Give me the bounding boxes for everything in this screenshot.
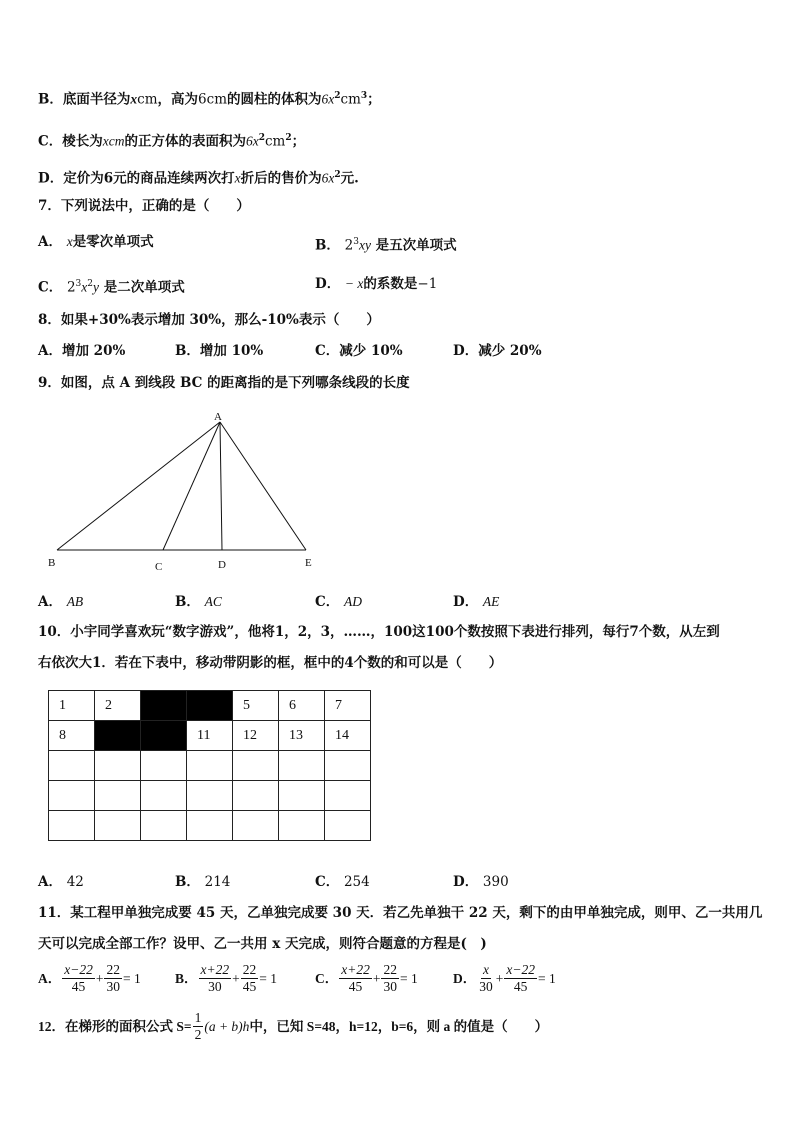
q11-stem-line1: 11．某工程甲单独完成要 45 天，乙单独完成要 30 天．若乙先单独干 22 天，剩下的由甲单独完成，则甲、乙一共用几 — [38, 905, 763, 921]
q10-option-d: D． 390 — [453, 874, 509, 890]
q9-triangle-figure — [40, 410, 330, 580]
q9-option-c: C． AD — [315, 594, 362, 610]
q6-option-c: C．棱长为xcm的正方体的表面积为$6x^2cm^2$； — [38, 133, 306, 150]
table-cell: 12 — [233, 721, 279, 751]
point-e-label: E — [305, 557, 312, 569]
point-a-label: A — [214, 411, 222, 423]
q9-option-d: D． AE — [453, 594, 500, 610]
q11-option-d: D． $\frac{x}{30}$ + $\frac{x-22}{45}$ = 1 — [453, 962, 556, 994]
table-row — [49, 751, 371, 781]
segment-ac — [163, 422, 220, 550]
segment-ad — [220, 422, 222, 550]
q8-option-a: A．增加 20% — [38, 343, 126, 359]
q10-option-a: A． 42 — [38, 874, 84, 890]
q8-stem: 8．如果+30%表示增加 30%，那么-10%表示（ ） — [38, 312, 380, 328]
shaded-cell — [141, 721, 187, 751]
q10-option-c: C． 254 — [315, 874, 370, 890]
q11-option-b: B． $\frac{x+22}{30}$ + $\frac{22}{45}$ = 1 — [175, 962, 277, 994]
q8-option-c: C．减少 10% — [315, 343, 403, 359]
shaded-cell — [141, 691, 187, 721]
table-row — [49, 781, 371, 811]
q6-option-b: B．底面半径为xcm，高为6cm的圆柱的体积为$6x^2cm^3$； — [38, 91, 381, 108]
q7-stem: 7．下列说法中，正确的是（ ） — [38, 198, 250, 214]
q10-option-b: B． 214 — [175, 874, 231, 890]
q11-option-c: C． $\frac{x+22}{45}$ + $\frac{22}{30}$ = 1 — [315, 962, 418, 994]
q9-stem: 9．如图，点 A 到线段 BC 的距离指的是下列哪条线段的长度 — [38, 375, 410, 391]
segment-ae — [220, 422, 306, 550]
q7-option-c: C． $2^3x^2y$ 是二次单项式 — [38, 279, 185, 296]
q8-option-d: D．减少 20% — [453, 343, 542, 359]
table-cell: 8 — [49, 721, 95, 751]
q12-stem: 12．在梯形的面积公式 S= $\frac{1}{2}$ (a + b)h 中，已知 S=48，h=12，b=6，则 a 的值是（ ） — [38, 1010, 549, 1042]
table-cell: 1 — [49, 691, 95, 721]
table-row — [49, 691, 371, 721]
q6-option-d: D．定价为6元的商品连续两次打x折后的售价为$6x^2$元. — [38, 170, 359, 187]
q7-option-b: B． $2^3xy$ 是五次单项式 — [315, 237, 457, 254]
table-cell: 6 — [279, 691, 325, 721]
table-cell: 11 — [187, 721, 233, 751]
table-cell: 2 — [95, 691, 141, 721]
table-cell: 13 — [279, 721, 325, 751]
q9-option-b: B． AC — [175, 594, 222, 610]
shaded-cell — [187, 691, 233, 721]
table-row — [49, 811, 371, 841]
table-cell: 5 — [233, 691, 279, 721]
segment-ab — [57, 422, 220, 550]
q9-option-a: A． AB — [38, 594, 84, 610]
point-b-label: B — [48, 557, 56, 569]
q7-option-d: D． − x的系数是−1 — [315, 276, 438, 292]
point-c-label: C — [155, 561, 163, 573]
shaded-cell — [95, 721, 141, 751]
q10-stem-line1: 10．小宇同学喜欢玩“数字游戏”，他将1，2，3，……，100这100个数按照下表进行排列，每行7个数，从左到 — [38, 624, 720, 640]
q8-option-b: B．增加 10% — [175, 343, 264, 359]
q11-option-a: A． $\frac{x-22}{45}$ + $\frac{22}{30}$ = 1 — [38, 962, 141, 994]
table-cell: 7 — [325, 691, 371, 721]
table-cell: 14 — [325, 721, 371, 751]
point-d-label: D — [218, 559, 226, 571]
number-table — [48, 690, 371, 841]
table-row — [49, 721, 371, 751]
q11-stem-line2: 天可以完成全部工作？设甲、乙一共用 x 天完成，则符合题意的方程是( ) — [38, 936, 487, 952]
q10-stem-line2: 右依次大1．若在下表中，移动带阴影的框，框中的4个数的和可以是（ ） — [38, 655, 503, 671]
q7-option-a: A． x是零次单项式 — [38, 234, 154, 250]
